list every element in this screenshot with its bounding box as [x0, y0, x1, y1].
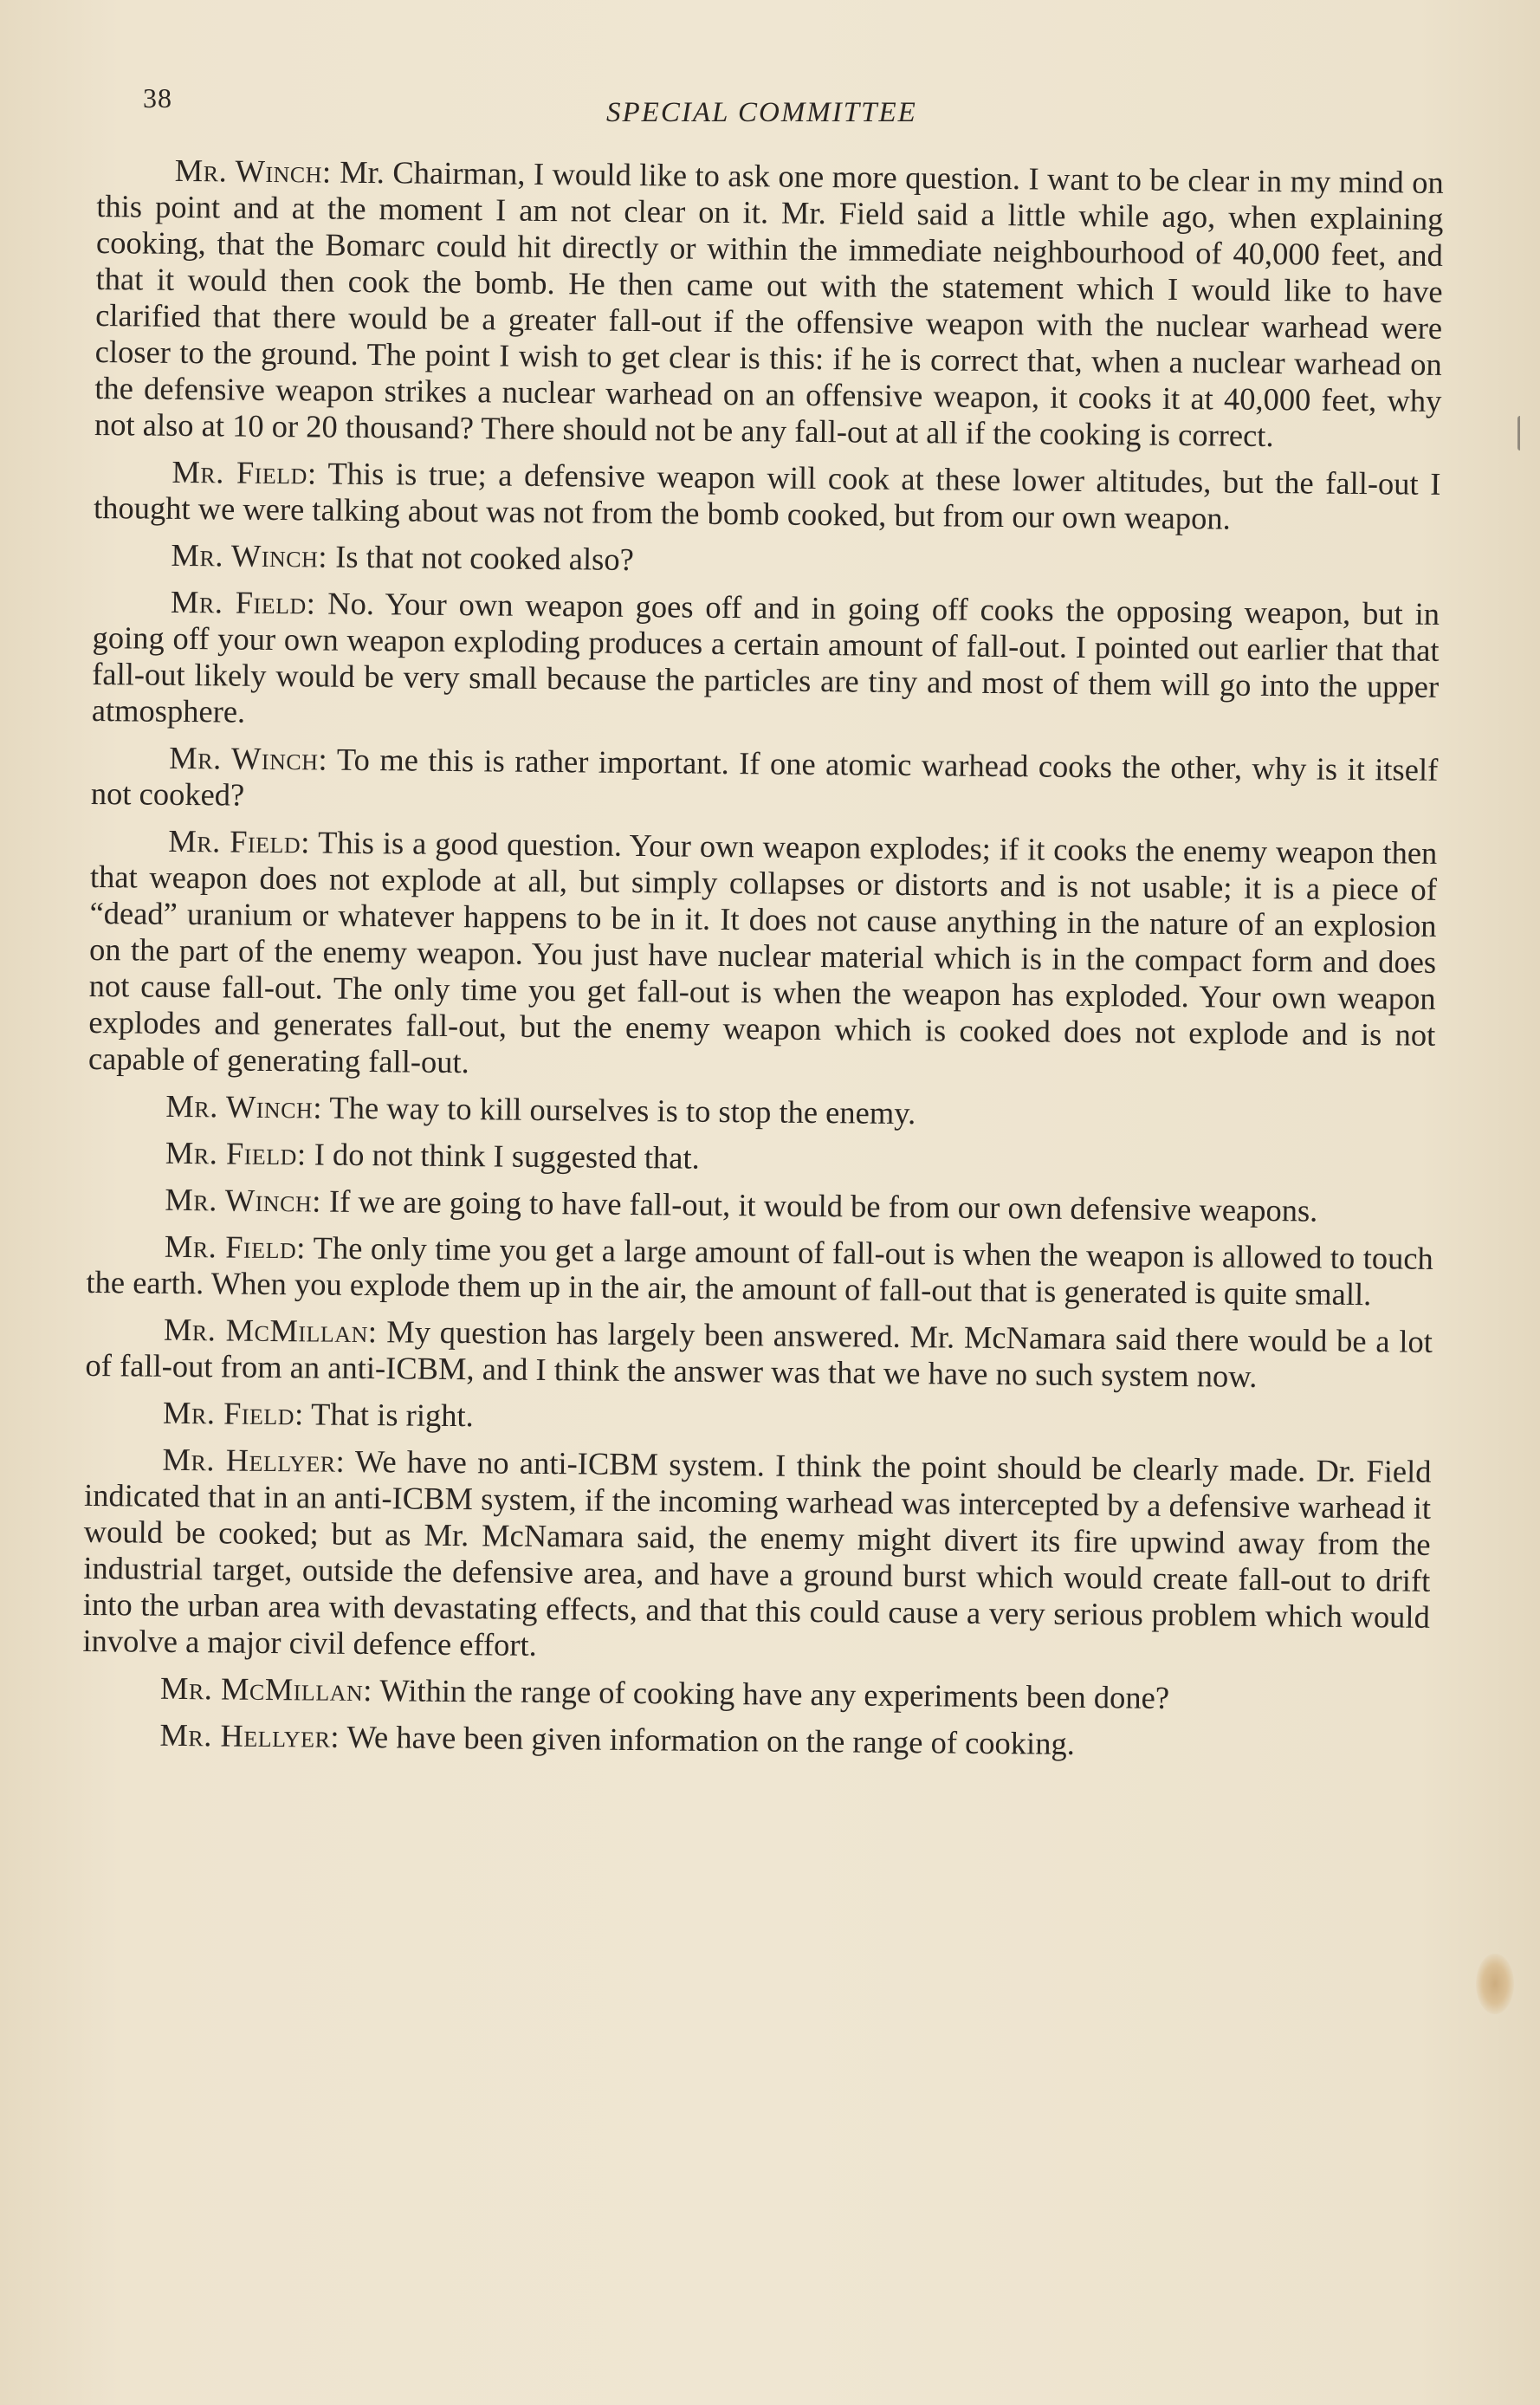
- paragraph-text: We have been given information on the range of cooking.: [346, 1718, 1076, 1761]
- paragraph: [91, 739, 1439, 825]
- speaker-name: Mr. Field:: [168, 822, 311, 860]
- paragraph-text: This is true; a defensive weapon will cook at these lower altitudes, but the fall-out I thought we were talking about was not from the bomb cooked, but from our own weapon.: [93, 455, 1441, 536]
- speaker-name: Mr. Winch:: [174, 152, 332, 190]
- margin-pencil-mark: [1517, 416, 1525, 451]
- paragraph: [87, 1134, 1434, 1183]
- speaker-name: Mr. Field:: [171, 453, 317, 491]
- paragraph-text: No. Your own weapon goes off and in going off cooks the opposing weapon, but in going off your own weapon exploding produces a certain amount of fall-out. I pointed out earlier that that fall-out likely would be very small because the particles are tiny and most of them will go into the upper atmosphere.: [91, 585, 1440, 729]
- running-head: SPECIAL COMMITTEE: [606, 97, 917, 128]
- paragraph: [87, 1181, 1433, 1230]
- speaker-name: Mr. Hellyer:: [162, 1441, 346, 1479]
- speaker-name: Mr. Winch:: [169, 739, 328, 777]
- speaker-name: Mr. Field:: [170, 583, 316, 621]
- paragraph: [82, 1669, 1429, 1719]
- transcript-body: [81, 152, 1444, 1776]
- speaker-name: Mr. Winch:: [171, 536, 328, 574]
- paragraph-text: Within the range of cooking have any experiments been done?: [379, 1672, 1170, 1715]
- paragraph: [85, 1311, 1433, 1397]
- paragraph-text: I do not think I suggested that.: [314, 1136, 700, 1176]
- paragraph: [81, 1716, 1428, 1766]
- speaker-name: Mr. Winch:: [165, 1181, 322, 1219]
- paragraph-text: That is right.: [310, 1396, 474, 1434]
- paragraph: [92, 583, 1440, 742]
- paragraph-text: We have no anti-ICBM system. I think the point should be clearly made. Dr. Field indicated that in an anti-ICBM system, if the incoming warhead was intercepted by a defensive warhead it would be cooked; but as Mr. McNamara said, the enemy might divert its fire upwind away from the industrial target, outside the defensive area, and have a ground burst which would create fall-out to drift into the urban area with devastating effects, and that this could cause a very serious problem which would involve a major civil defence effort.: [82, 1442, 1432, 1663]
- speaker-name: Mr. Field:: [162, 1394, 304, 1432]
- paragraph-text: If we are going to have fall-out, it would be from our own defensive weapons.: [328, 1183, 1318, 1228]
- paragraph: [82, 1441, 1431, 1672]
- speaker-name: Mr. Field:: [165, 1134, 307, 1172]
- speaker-name: Mr. Hellyer:: [159, 1716, 340, 1754]
- paragraph: [87, 1087, 1434, 1137]
- paper-stain: [1476, 1954, 1514, 2014]
- paragraph: [94, 152, 1444, 456]
- page-number: 38: [143, 82, 172, 113]
- paragraph-text: Mr. Chairman, I would like to ask one more question. I want to be clear in my mind on this point and at the moment I am not clear on it. Mr. Field said a little while ago, when explaining cooking, that the Bomarc could hit directly or within the immediate neighbourhood of 40,000 feet, and that it would then cook the bomb. He then came out with the statement which I would like to have clarified that there would be a greater fall-out if the offensive weapon with the nuclear warhead were closer to the ground. The point I wish to get clear is this: if he is correct that, when a nuclear warhead on the defensive weapon strikes a nuclear warhead on an offensive weapon, it cooks it at 40,000 feet, why not also at 10 or 20 thousand? There should not be any fall-out at all if the cooking is correct.: [94, 153, 1444, 454]
- paragraph-text: My question has largely been answered. Mr. McNamara said there would be a lot of fall-out from an anti-ICBM, and I think the answer was that we have no such system now.: [85, 1313, 1433, 1394]
- paragraph-text: Is that not cooked also?: [334, 538, 635, 577]
- paragraph: [93, 536, 1440, 586]
- speaker-name: Mr. McMillan:: [159, 1669, 373, 1708]
- paragraph: [86, 1228, 1433, 1313]
- paragraph: [88, 822, 1438, 1090]
- paragraph: [85, 1394, 1432, 1443]
- speaker-name: Mr. Winch:: [165, 1087, 323, 1125]
- paragraph-text: To me this is rather important. If one atomic warhead cooks the other, why is it itself not cooked?: [90, 741, 1439, 813]
- paragraph-text: The only time you get a large amount of fall-out is when the weapon is allowed to touch the earth. When you explode them up in the air, the amount of fall-out that is generated is quite small.: [86, 1229, 1434, 1313]
- speaker-name: Mr. Field:: [164, 1228, 307, 1266]
- paragraph-text: This is a good question. Your own weapon explodes; if it cooks the enemy weapon then that weapon does not explode at all, but simply collapses or distorts and is not usable; it is a piece of “dead” uranium or whatever happens to be in it. It does not cause anything in the nature of an explosion on the part of the enemy weapon. You just have nuclear material which is in the compact form and does not cause fall-out. The only time you get fall-out is when the weapon has exploded. Your own weapon explodes and generates fall-out, but the enemy weapon which is cooked does not explode and is not capable of generating fall-out.: [87, 824, 1438, 1080]
- paragraph: [94, 453, 1441, 539]
- paragraph-text: The way to kill ourselves is to stop the enemy.: [329, 1089, 916, 1131]
- speaker-name: Mr. McMillan:: [163, 1311, 378, 1350]
